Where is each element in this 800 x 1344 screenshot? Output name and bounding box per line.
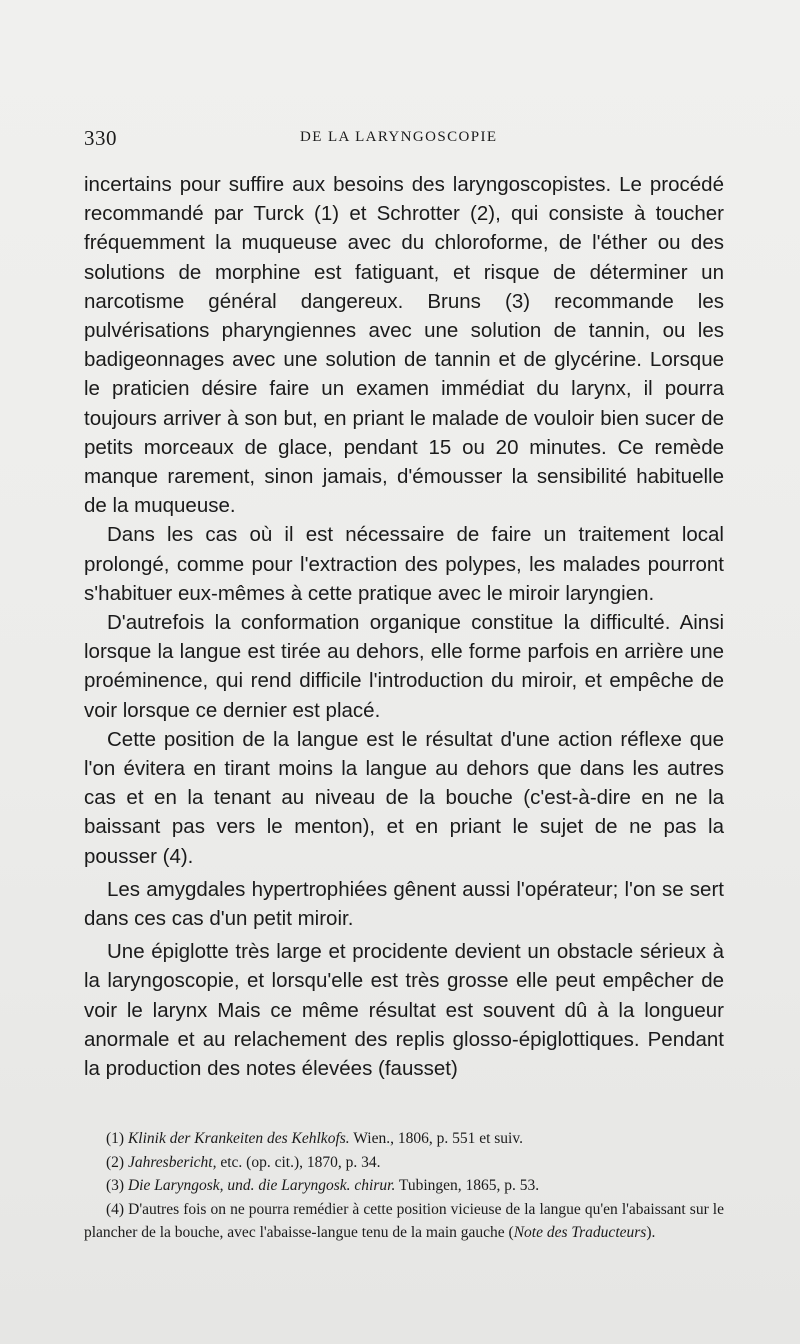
footnote-number: (4) — [106, 1200, 125, 1218]
footnote-number: (1) — [106, 1130, 125, 1147]
footnote-title: Note des Traducteurs — [513, 1224, 647, 1242]
body-text — [84, 170, 724, 1083]
footnote-number: (3) — [106, 1177, 125, 1195]
footnote-4 — [84, 1198, 724, 1245]
paragraph-4: Cette position de la langue est le résultat d'une action réflexe que l'on évitera en tirant moins la langue au dehors que dans les autres cas et en la tenant au niveau de la bouche (c'est-à-dire en ne la baissant pas vers le menton), et en priant le sujet de ne pas la pousser (4). — [84, 727, 724, 868]
footnote-title: Klinik der Krankeiten des Kehlkofs. — [127, 1130, 350, 1147]
footnote-2 — [84, 1151, 724, 1175]
footnote-title: Jahresbericht, — [127, 1153, 217, 1171]
footnote-text: Wien., 1806, p. 551 et suiv. — [349, 1130, 523, 1147]
page-number: 330 — [84, 126, 117, 150]
paragraph-3: D'autrefois la conformation organique constitue la difficulté. Ainsi lorsque la langue est tirée au dehors, elle forme parfois en arrière une proéminence, qui rend difficile l'introduction du miroir, et empêche de voir lorsque ce dernier est placé. — [84, 611, 724, 722]
paragraph-6: Une épiglotte très large et procidente devient un obstacle sérieux à la laryngoscopie, et lorsqu'elle est très grosse elle peut empêcher de voir le larynx Mais ce même résultat est souvent dû à la longueur anormale et au relachement des replis glosso-épiglottiques. Pendant la production des notes élevées (fausset) — [84, 940, 724, 1081]
footnote-text: Tubingen, 1865, p. 53. — [395, 1177, 540, 1195]
paragraph-2: Dans les cas où il est nécessaire de faire un traitement local prolongé, comme pour l'extraction des polypes, les malades pourront s'habituer eux-mêmes à cette pratique avec le miroir laryngien. — [84, 523, 724, 605]
footnote-1 — [84, 1127, 724, 1151]
footnotes — [84, 1127, 724, 1245]
footnote-text: D'autres fois on ne pourra remédier à cette position vicieuse de la langue qu'en l'abaissant sur le plancher de la bouche, avec l'abaisse-langue tenu de la main gauche ( — [84, 1200, 724, 1242]
footnote-text: etc. (op. cit.), 1870, p. 34. — [216, 1153, 381, 1171]
running-head — [84, 126, 724, 150]
footnote-text-end: ). — [646, 1224, 656, 1242]
paragraph-1: incertains pour suffire aux besoins des laryngoscopistes. Le procédé recommandé par Turck (1) et Schrotter (2), qui consiste à toucher fréquemment la muqueuse avec du chloroforme, de l'éther ou des solutions de morphine est fatiguant, et risque de déterminer un narcotisme général dangereux. Bruns (3) recommande les pulvérisations pharyngiennes avec une solution de tannin, ou les badigeonnages avec une solution de tannin et de glycérine. Lorsque le praticien désire faire un examen immédiat du larynx, il pourra toujours arriver à son but, en priant le malade de vouloir bien sucer de petits morceaux de glace, pendant 15 ou 20 minutes. Ce remède manque rarement, sinon jamais, d'émousser la sensibilité habituelle de la muqueuse. — [84, 173, 724, 518]
footnote-3 — [84, 1174, 724, 1198]
running-title: DE LA LARYNGOSCOPIE — [300, 129, 498, 145]
paragraph-5: Les amygdales hypertrophiées gênent aussi l'opérateur; l'on se sert dans ces cas d'un petit miroir. — [84, 877, 724, 931]
footnote-title: Die Laryngosk, und. die Laryngosk. chirur. — [127, 1177, 396, 1195]
footnote-number: (2) — [106, 1153, 125, 1171]
